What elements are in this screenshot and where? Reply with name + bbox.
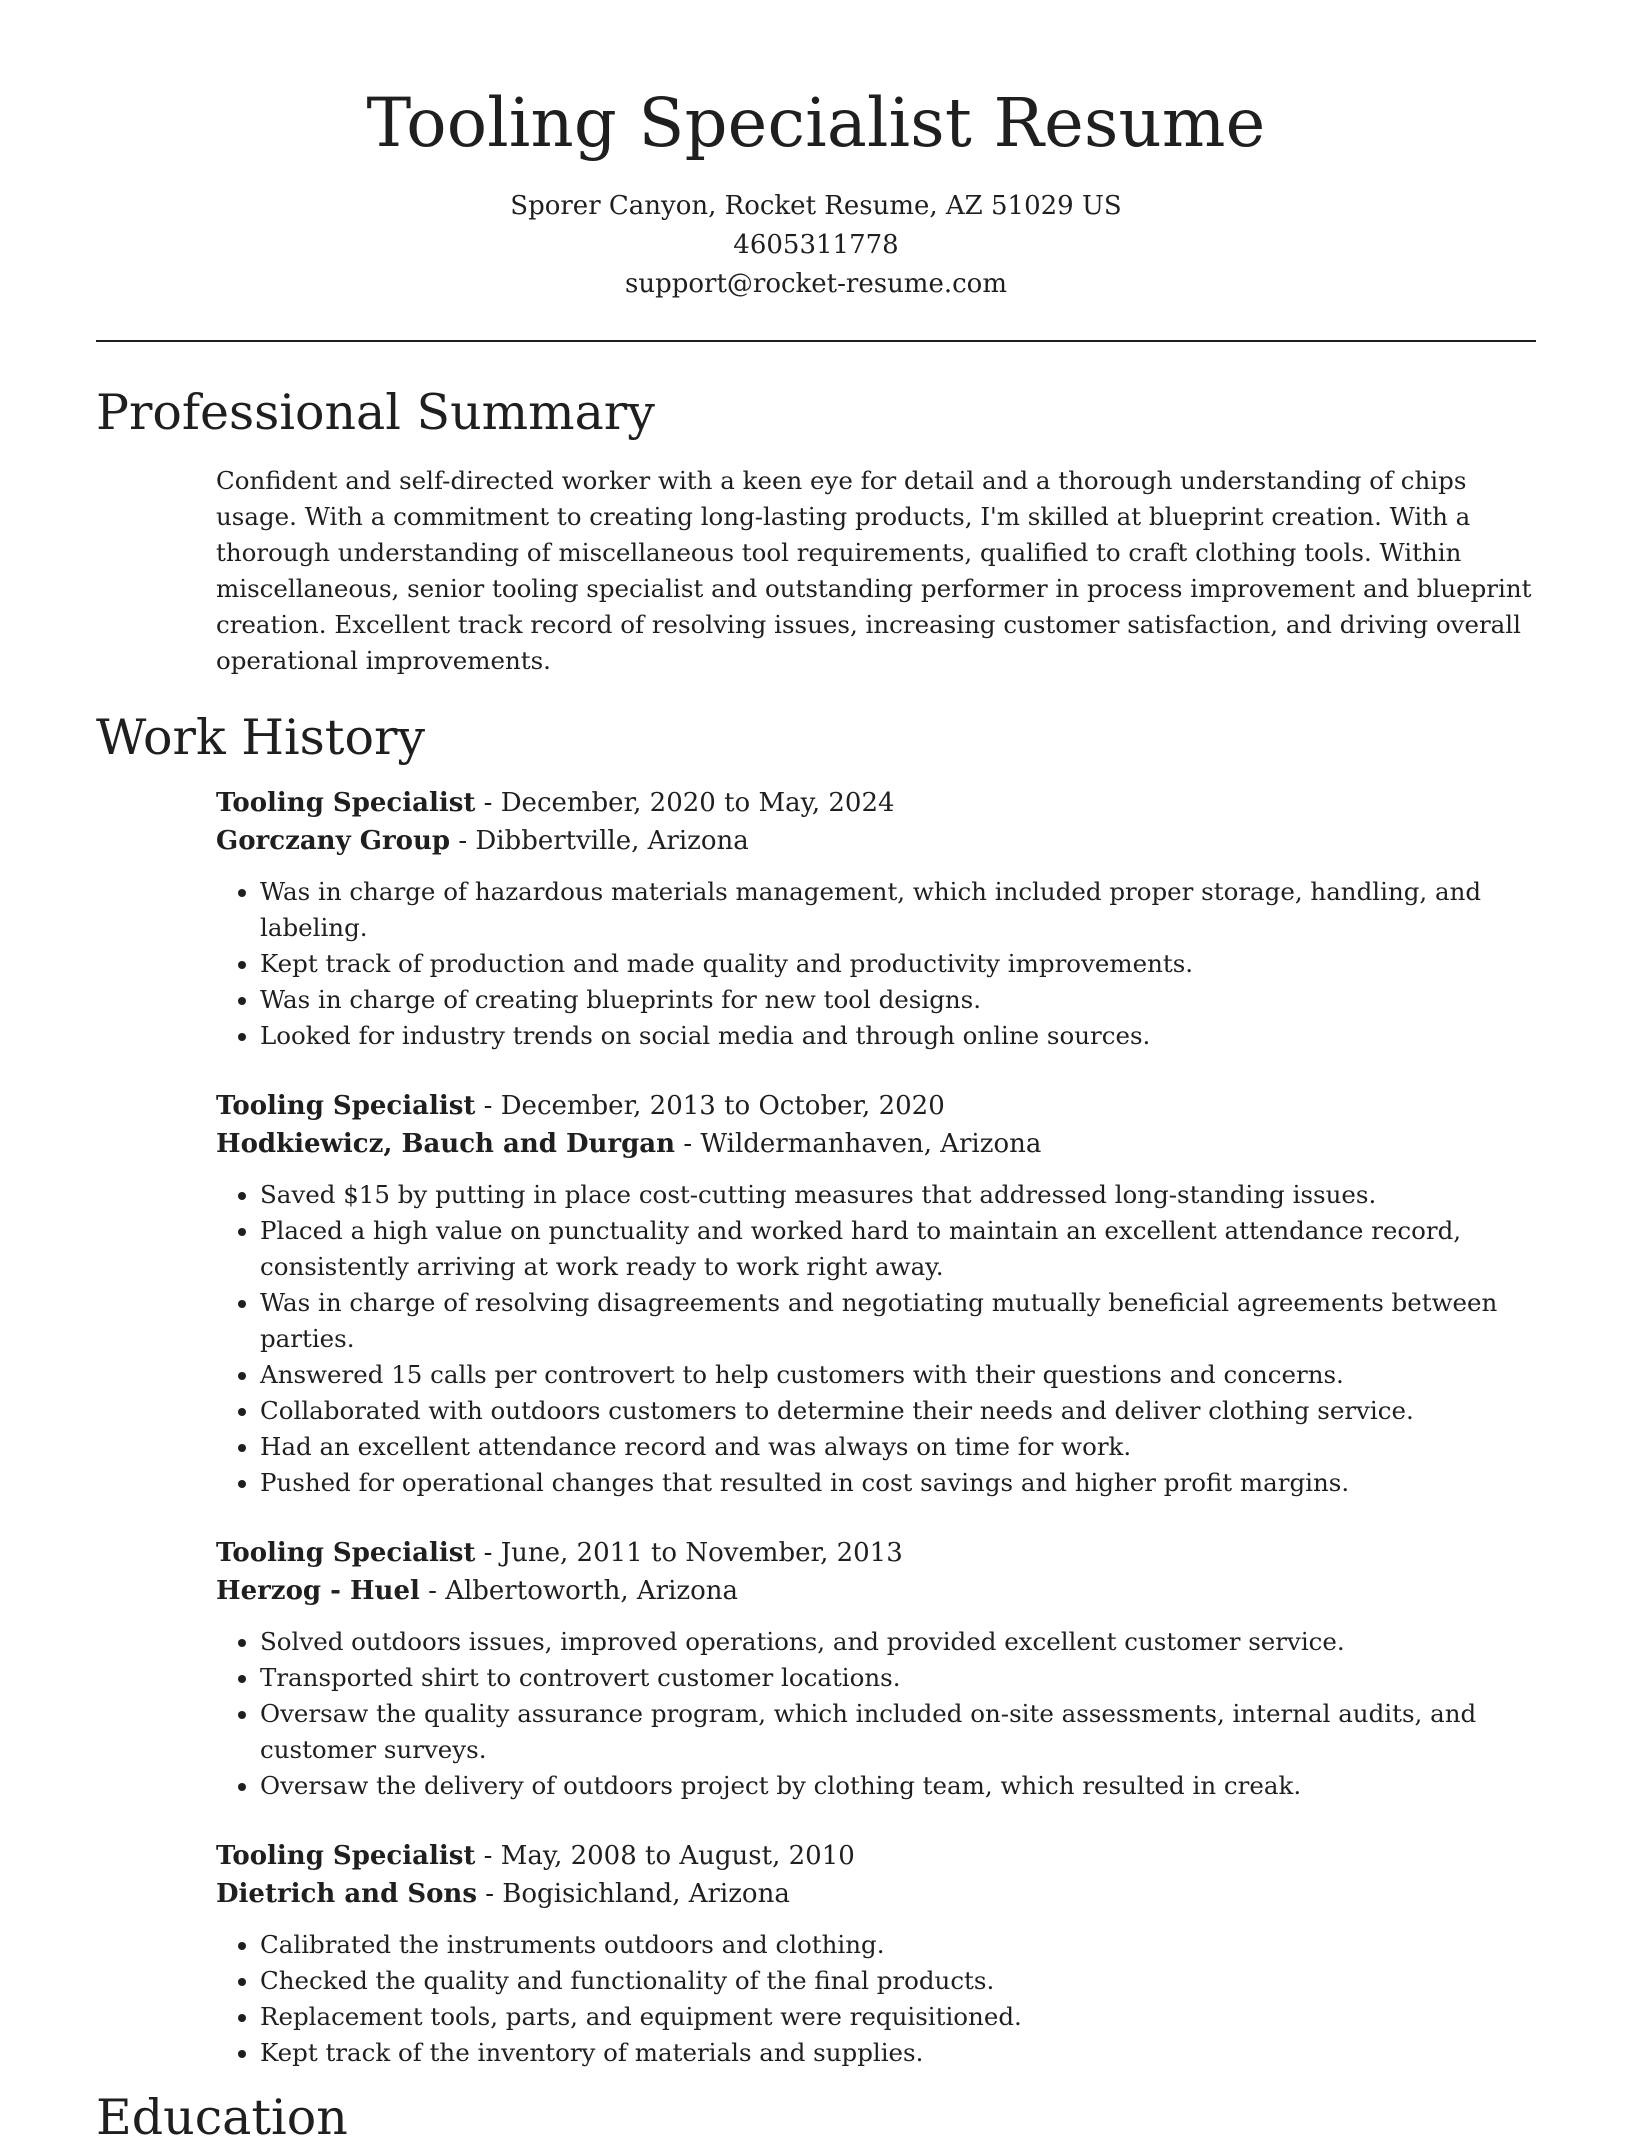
job-bullet: • Answered 15 calls per controvert to help customers with their questions and concerns.: [260, 1357, 1536, 1393]
company-line: [216, 822, 1536, 860]
company-location: - Albertoworth, Arizona: [419, 1576, 739, 1606]
job-title-line: [216, 1087, 1536, 1125]
job-title-line: [216, 784, 1536, 822]
company-name: Dietrich and Sons: [216, 1879, 477, 1909]
resume-page: [96, 0, 1536, 2146]
job-bullet: • Kept track of production and made quality and productivity improvements.: [260, 946, 1536, 982]
job-bullet: • Solved outdoors issues, improved operations, and provided excellent customer service.: [260, 1624, 1536, 1660]
header-divider: [96, 340, 1536, 342]
summary-text: Confident and self-directed worker with a keen eye for detail and a thorough understanding of chips usage. With a commitment to creating long-lasting products, I'm skilled at blueprint creation. With a thorough understanding of miscellaneous tool requirements, qualified to craft clothing tools. Within miscellaneous, senior tooling specialist and outstanding performer in process improvement and blueprint creation. Excellent track record of resolving issues, increasing customer satisfaction, and driving overall operational improvements.: [216, 466, 1532, 675]
job-bullet: • Had an excellent attendance record and was always on time for work.: [260, 1429, 1536, 1465]
job-dates: - June, 2011 to November, 2013: [475, 1538, 903, 1568]
job-bullets: [216, 1177, 1536, 1501]
company-location: - Wildermanhaven, Arizona: [675, 1129, 1042, 1159]
job-bullets: [216, 1624, 1536, 1804]
job-bullet: • Looked for industry trends on social media and through online sources.: [260, 1018, 1536, 1054]
education-heading: Education: [96, 2089, 348, 2146]
company-line: [216, 1875, 1536, 1913]
job-title: Tooling Specialist: [216, 1538, 476, 1568]
company-name: Gorczany Group: [216, 826, 451, 856]
job-bullets: [216, 1927, 1536, 2071]
resume-title: Tooling Specialist Resume: [366, 84, 1266, 162]
company-line: [216, 1125, 1536, 1163]
job-bullet: • Was in charge of hazardous materials management, which included proper storage, handling, and labeling.: [260, 874, 1536, 946]
job-title-line: [216, 1837, 1536, 1875]
job-dates: - December, 2013 to October, 2020: [475, 1091, 945, 1121]
job-bullet: • Kept track of the inventory of materials and supplies.: [260, 2035, 1536, 2071]
contact-address: Sporer Canyon, Rocket Resume, AZ 51029 US: [510, 191, 1122, 221]
job-title: Tooling Specialist: [216, 1841, 476, 1871]
job-dates: - May, 2008 to August, 2010: [475, 1841, 855, 1871]
company-name: Hodkiewicz, Bauch and Durgan: [216, 1129, 676, 1159]
company-name: Herzog - Huel: [216, 1576, 420, 1606]
work-history-heading: Work History: [96, 709, 426, 766]
job-bullet: • Calibrated the instruments outdoors and clothing.: [260, 1927, 1536, 1963]
job-bullet: • Saved $15 by putting in place cost-cutting measures that addressed long-standing issues.: [260, 1177, 1536, 1213]
company-location: - Dibbertville, Arizona: [450, 826, 749, 856]
job-bullet: • Oversaw the quality assurance program, which included on-site assessments, internal audits, and customer surveys.: [260, 1696, 1536, 1768]
job-entry: [216, 784, 1536, 1054]
contact-phone: 4605311778: [733, 230, 899, 260]
job-title: Tooling Specialist: [216, 1091, 476, 1121]
contact-block: [96, 187, 1536, 304]
job-bullet: • Checked the quality and functionality of the final products.: [260, 1963, 1536, 1999]
job-bullet: • Replacement tools, parts, and equipment were requisitioned.: [260, 1999, 1536, 2035]
job-bullet: • Was in charge of resolving disagreements and negotiating mutually beneficial agreements between parties.: [260, 1285, 1536, 1357]
job-bullet: • Oversaw the delivery of outdoors project by clothing team, which resulted in creak.: [260, 1768, 1536, 1804]
job-bullet: • Transported shirt to controvert customer locations.: [260, 1660, 1536, 1696]
job-bullet: • Placed a high value on punctuality and worked hard to maintain an excellent attendance record, consistently arriving at work ready to work right away.: [260, 1213, 1536, 1285]
job-title-line: [216, 1534, 1536, 1572]
contact-email: support@rocket-resume.com: [624, 269, 1007, 299]
company-location: - Bogisichland, Arizona: [476, 1879, 790, 1909]
job-bullet: • Was in charge of creating blueprints for new tool designs.: [260, 982, 1536, 1018]
job-dates: - December, 2020 to May, 2024: [475, 788, 895, 818]
job-bullet: • Pushed for operational changes that resulted in cost savings and higher profit margins.: [260, 1465, 1536, 1501]
company-line: [216, 1572, 1536, 1610]
job-entry: [216, 1534, 1536, 1804]
summary-heading: Professional Summary: [96, 384, 655, 441]
job-bullet: • Collaborated with outdoors customers to determine their needs and deliver clothing service.: [260, 1393, 1536, 1429]
job-bullets: [216, 874, 1536, 1054]
job-entry: [216, 1837, 1536, 2071]
job-entry: [216, 1087, 1536, 1501]
job-title: Tooling Specialist: [216, 788, 476, 818]
